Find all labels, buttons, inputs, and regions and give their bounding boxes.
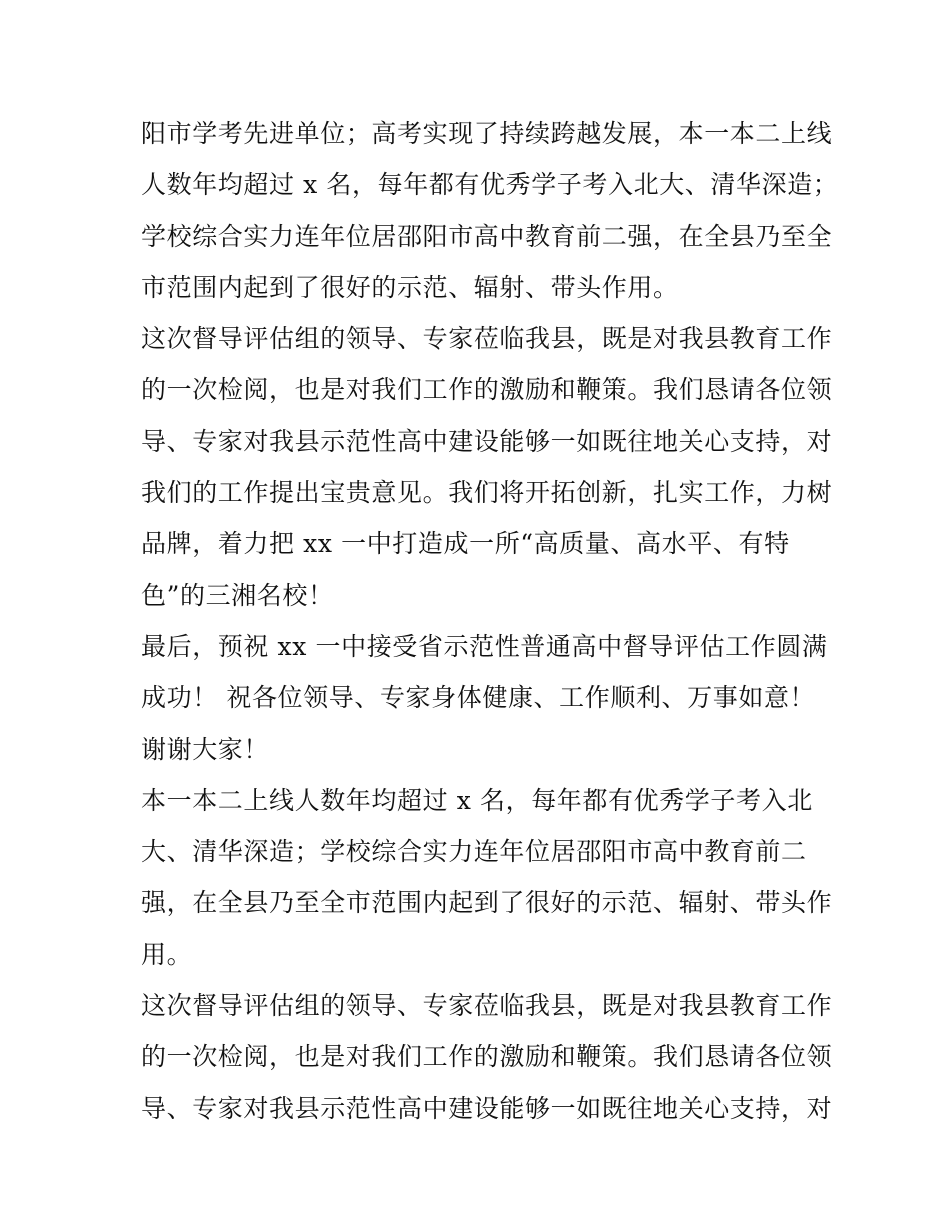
- text-line: 阳市学考先进单位；高考实现了持续跨越发展，本一本二上线: [141, 119, 833, 148]
- text-line: 学校综合实力连年位居邵阳市高中教育前二强，在全县乃至全: [141, 221, 833, 251]
- text-line: 这次督导评估组的领导、专家莅临我县，既是对我县教育工作: [141, 324, 833, 354]
- text-line: 我们的工作提出宝贵意见。我们将开拓创新，扎实工作，力树: [141, 478, 833, 508]
- text-line: 大、清华深造；学校综合实力连年位居邵阳市高中教育前二: [141, 837, 807, 867]
- text-line: 市范围内起到了很好的示范、辐射、带头作用。: [141, 272, 679, 302]
- text-line: 色”的三湘名校！: [141, 580, 334, 610]
- text-line: 的一次检阅，也是对我们工作的激励和鞭策。我们恳请各位领: [141, 375, 833, 405]
- text-line: 最后，预祝 xx 一中接受省示范性普通高中督导评估工作圆满: [141, 631, 828, 661]
- text-line: 本一本二上线人数年均超过 x 名，每年都有优秀学子考入北: [141, 785, 813, 815]
- text-line: 导、专家对我县示范性高中建设能够一如既往地关心支持，对: [141, 1093, 833, 1123]
- body-text: [141, 108, 839, 1134]
- text-line: 谢谢大家！: [141, 734, 270, 764]
- text-line: 的一次检阅，也是对我们工作的激励和鞭策。我们恳请各位领: [141, 1042, 833, 1072]
- text-line: 这次督导评估组的领导、专家莅临我县，既是对我县教育工作: [141, 991, 833, 1021]
- text-line: 导、专家对我县示范性高中建设能够一如既往地关心支持，对: [141, 426, 833, 456]
- text-line: 用。: [141, 939, 193, 969]
- text-line: 人数年均超过 x 名，每年都有优秀学子考入北大、清华深造；: [141, 170, 839, 200]
- text-line: 成功！ 祝各位领导、专家身体健康、工作顺利、万事如意！: [141, 683, 816, 713]
- text-line: 品牌，着力把 xx 一中打造成一所“高质量、高水平、有特: [141, 529, 790, 559]
- text-line: 强，在全县乃至全市范围内起到了很好的示范、辐射、带头作: [141, 888, 833, 918]
